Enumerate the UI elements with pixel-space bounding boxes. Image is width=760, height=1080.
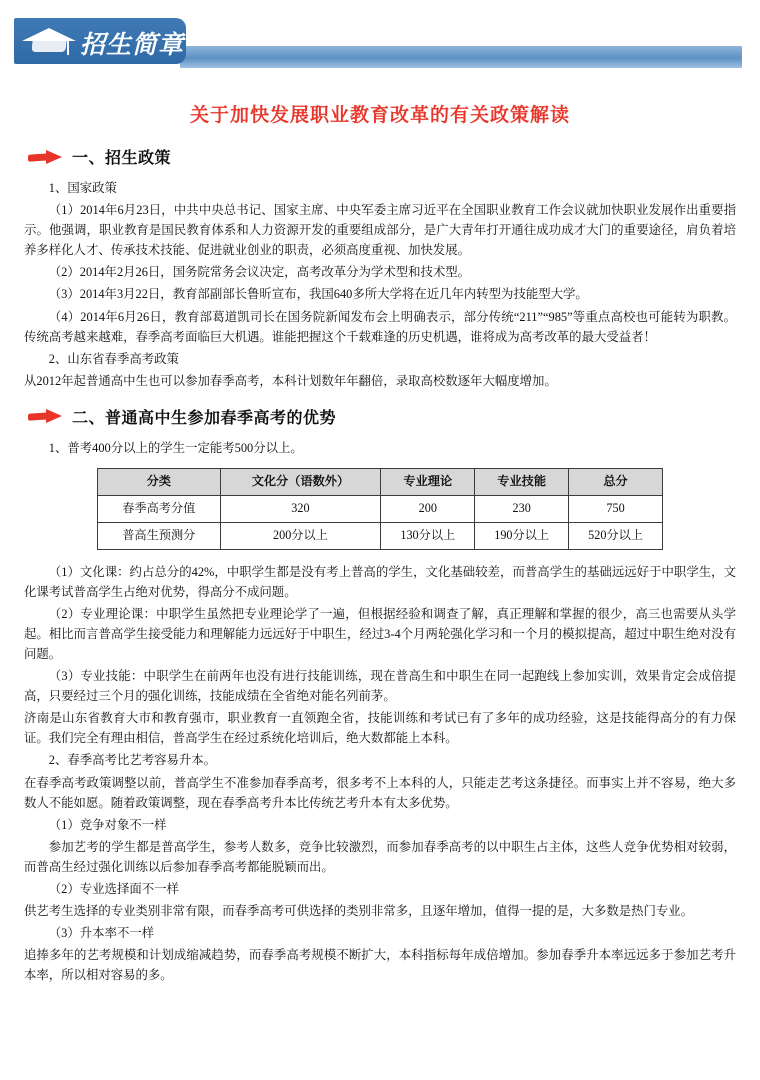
header-badge xyxy=(14,18,186,64)
paragraph: （3）升本率不一样 xyxy=(48,926,155,941)
paragraph: （1）竞争对象不一样 xyxy=(48,817,167,832)
section-heading-2 xyxy=(28,405,736,428)
score-table xyxy=(97,468,663,550)
paragraph: （2）专业理论课：中职学生虽然把专业理论学了一遍，但根据经验和调查了解，真正理解和掌握的很少，高三也需要从头学起。相比而言普高学生接受能力和理解能力远远好于中职生，经过3-4个月两轮强化学习和一个月的模拟提高，超过中职生绝对没有问题。 xyxy=(24,606,736,661)
paragraph: （1）文化课：约占总分的42%，中职学生都是没有考上普高的学生，文化基础较差，而普高学生的基础远远好于中职学生，文化课考试普高学生占绝对优势，得高分不成问题。 xyxy=(24,564,736,599)
paragraph: （4）2014年6月26日，教育部葛道凯司长在国务院新闻发布会上明确表示，部分传统“211”“985”等重点高校也可能转为职教。传统高考越来越难，春季高考面临巨大机遇。谁能把握这个千载难逢的历史机遇，谁将成为高考改革的最大受益者！ xyxy=(24,309,736,344)
page-title: 关于加快发展职业教育改革的有关政策解读 xyxy=(189,105,570,126)
red-arrow-icon xyxy=(28,409,62,423)
table-cell: 春季高考分值 xyxy=(98,495,221,522)
score-table-wrapper xyxy=(24,468,736,550)
paragraph: （1）2014年6月23日，中共中央总书记、国家主席、中央军委主席习近平在全国职业教育工作会议就加快职业发展作出重要指示。他强调，职业教育是国民教育体系和人力资源开发的重要组成部分，是广大青年打开通往成功成才大门的重要途径，肩负着培养多样化人才、传承技术技能、促进就业创业的职责，必须高度重视、加快发展。 xyxy=(24,203,736,258)
table-header-row xyxy=(98,469,663,496)
table-cell: 320 xyxy=(220,495,381,522)
paragraph: （2）专业选择面不一样 xyxy=(48,882,179,897)
paragraph: 1、普考400分以上的学生一定能考500分以上。 xyxy=(48,440,303,455)
section-heading-1 xyxy=(28,145,736,168)
paragraph: （2）2014年2月26日，国务院常务会议决定，高考改革分为学术型和技术型。 xyxy=(48,265,471,280)
graduation-cap-icon xyxy=(22,26,76,56)
paragraph: 供艺考生选择的专业类别非常有限，而春季高考可供选择的类别非常多，且逐年增加，值得一提的是，大多数是热门专业。 xyxy=(24,904,694,919)
table-header-cell: 专业技能 xyxy=(475,469,569,496)
table-cell: 230 xyxy=(475,495,569,522)
document-body xyxy=(0,100,760,985)
table-cell: 190分以上 xyxy=(475,522,569,549)
paragraph: 2、春季高考比艺考容易升本。 xyxy=(48,753,217,768)
section-title-2: 二、普通高中生参加春季高考的优势 xyxy=(72,409,337,427)
paragraph: （3）专业技能：中职学生在前两年也没有进行技能训练，现在普高生和中职生在同一起跑线上参加实训，效果肯定会成倍提高，只要经过三个月的强化训练，技能成绩在全省绝对能名列前茅。 xyxy=(24,669,736,704)
header-blue-bar xyxy=(180,46,742,68)
paragraph: 1、国家政策 xyxy=(48,181,117,195)
table-header-cell: 专业理论 xyxy=(381,469,475,496)
paragraph: 2、山东省春季高考政策 xyxy=(48,351,179,366)
table-header-cell: 文化分（语数外） xyxy=(220,469,381,496)
table-header-cell: 总分 xyxy=(569,469,663,496)
table-header-cell: 分类 xyxy=(98,469,221,496)
red-arrow-icon xyxy=(28,150,62,164)
table-cell: 200分以上 xyxy=(220,522,381,549)
paragraph: 济南是山东省教育大市和教育强市，职业教育一直领跑全省，技能训练和考试已有了多年的成功经验，这是技能得高分的有力保证。我们完全有理由相信，普高学生在经过系统化培训后，绝大数都能上本科。 xyxy=(24,711,736,746)
paragraph: 参加艺考的学生都是普高学生，参考人数多，竞争比较激烈，而参加春季高考的以中职生占主体，这些人竞争优势相对较弱，而普高生经过强化训练以后参加春季高考都能脱颖而出。 xyxy=(24,839,736,874)
paragraph: 从2012年起普通高中生也可以参加春季高考，本科计划数年年翻倍，录取高校数逐年大幅度增加。 xyxy=(24,373,557,388)
paragraph: （3）2014年3月22日，教育部副部长鲁昕宣布，我国640多所大学将在近几年内转型为技能型大学。 xyxy=(48,287,588,302)
table-row xyxy=(98,495,663,522)
paragraph: 追捧多年的艺考规模和计划成缩减趋势，而春季高考规模不断扩大，本科指标每年成倍增加。参加春季升本率远远多于参加艺考升本率，所以相对容易的多。 xyxy=(24,948,736,983)
paragraph: 在春季高考政策调整以前，普高学生不准参加春季高考，很多考不上本科的人，只能走艺考这条捷径。而事实上并不容易，绝大多数人不能如愿。随着政策调整，现在春季高考升本比传统艺考升本有太多优势。 xyxy=(24,775,736,810)
page-header xyxy=(0,0,760,76)
table-cell: 普高生预测分 xyxy=(98,522,221,549)
table-cell: 750 xyxy=(569,495,663,522)
table-cell: 130分以上 xyxy=(381,522,475,549)
header-badge-title: 招生简章 xyxy=(80,32,185,59)
table-row xyxy=(98,522,663,549)
table-cell: 200 xyxy=(381,495,475,522)
table-cell: 520分以上 xyxy=(569,522,663,549)
section-title-1: 一、招生政策 xyxy=(72,150,172,167)
